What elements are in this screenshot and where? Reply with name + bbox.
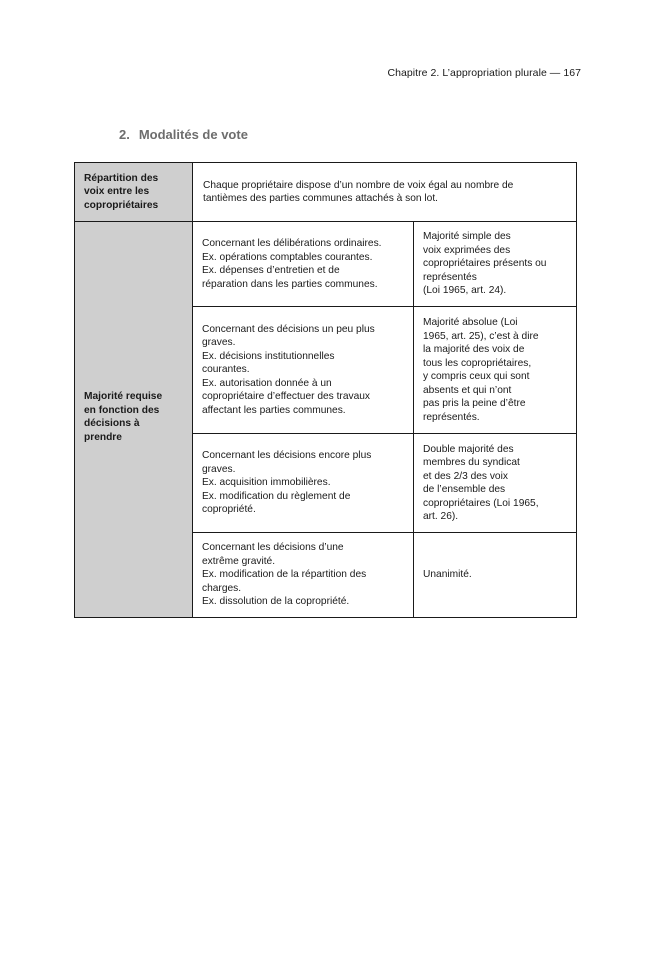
row-label-required-majority: Majorité requise en fonction des décisions à prendre [75, 222, 193, 618]
majority-rule: Majorité absolue (Loi 1965, art. 25), c’est à dire la majorité des voix de tous les copropriétaires, y compris ceux qui sont absents et qui n’ont pas pris la peine d’être représentés. [414, 307, 577, 434]
decision-condition: Concernant des décisions un peu plus graves. Ex. décisions institutionnelles courantes. Ex. autorisation donnée à un copropriétaire d’effectuer des travaux affectant les parties communes. [193, 307, 414, 434]
decision-condition: Concernant les décisions encore plus graves. Ex. acquisition immobilières. Ex. modification du règlement de copropriété. [193, 434, 414, 533]
majority-rule: Double majorité des membres du syndicat et des 2/3 des voix de l’ensemble des copropriétaires (Loi 1965, art. 26). [414, 434, 577, 533]
table-row [75, 222, 577, 307]
running-header: Chapitre 2. L’appropriation plurale — 167 [387, 67, 581, 79]
vote-distribution-text: Chaque propriétaire dispose d’un nombre de voix égal au nombre de tantièmes des parties communes attachés à son lot. [193, 163, 577, 222]
decision-condition: Concernant les délibérations ordinaires. Ex. opérations comptables courantes. Ex. dépenses d’entretien et de réparation dans les parties communes. [193, 222, 414, 307]
row-label-vote-distribution: Répartition des voix entre les copropriétaires [75, 163, 193, 222]
voting-rules-table [74, 162, 577, 618]
section-heading [119, 127, 248, 142]
table-row [75, 163, 577, 222]
majority-rule: Majorité simple des voix exprimées des copropriétaires présents ou représentés (Loi 1965, art. 24). [414, 222, 577, 307]
section-number: 2. [119, 127, 130, 142]
majority-rule: Unanimité. [414, 533, 577, 618]
decision-condition: Concernant les décisions d’une extrême gravité. Ex. modification de la répartition des charges. Ex. dissolution de la copropriété. [193, 533, 414, 618]
section-title: Modalités de vote [138, 127, 248, 142]
